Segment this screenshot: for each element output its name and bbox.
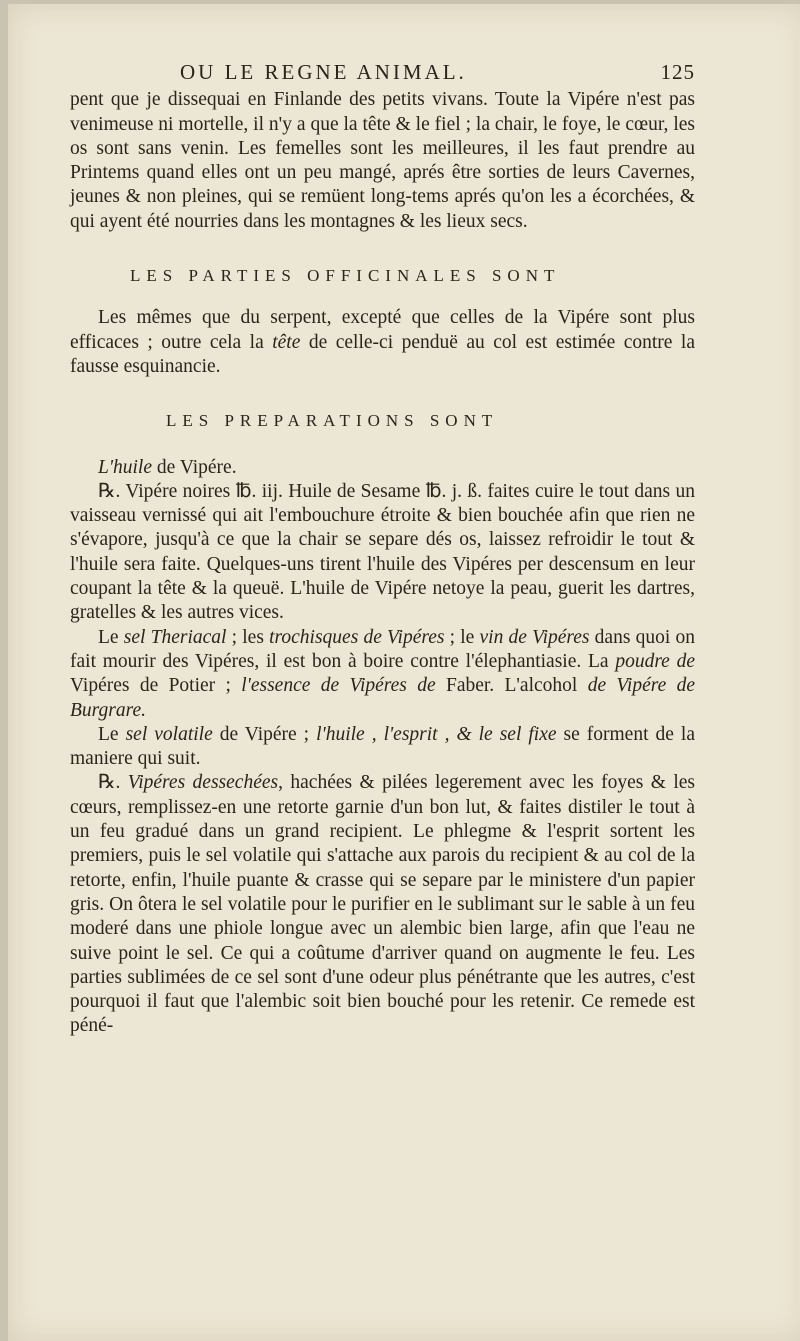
- p3-b: sel Theriacal: [123, 626, 227, 648]
- prep-list-paragraph: [70, 626, 695, 723]
- section-heading-parties: LES PARTIES OFFICINALES SONT: [130, 266, 561, 286]
- p3-h: poudre de: [615, 650, 695, 672]
- p3-f: vin de Vipéres: [479, 626, 590, 648]
- p5-c: , hachées & pilées legerement avec les foyes & les cœurs, remplissez-en une retorte garnie d'un bon lut, & faites distiler le tout à un feu gradué dans un grand recipient. Le phlegme & l'esprit sortent les premiers, puis le sel volatile qui s'attache aux parois du recipient & au col de la retorte, enfin, l'huile puante & crasse qui se separe par le ministere d'un papier gris. On ôtera le sel volatile pour le purifier en le sublimant sur le sable à un feu moderé dans une phiole longue avec un alembic bien large, afin que l'eau ne suive point le sel. Ce qui a coûtume d'arriver quand on augmente le feu. Les parties sublimées de ce sel sont d'une odeur plus pénétrante que les autres, c'est pourquoi il faut que l'alembic soit bien bouché pour les retenir. Ce remede est péné-: [70, 772, 696, 1037]
- parties-paragraph: [70, 306, 695, 379]
- p5-a: ℞.: [98, 772, 128, 794]
- p3-l: de Vipére de Burgrare.: [70, 675, 695, 721]
- prep-recipe-paragraph: ℞. Vipére noires ℔. iij. Huile de Sesame ℔. j. ß. faites cuire le tout dans un vaisseau vernissé qui ait l'embouchure étroite & bien bouchée afin que rien ne s'évapore, jusqu'à ce que la chair se separe dés os, laissez refroidir le tout & l'huile sera faite. Quelques-uns tirent l'huile des Vipéres per descensum en leur coupant la tête & la queuë. L'huile de Vipére netoye la peau, guerit les dartres, gratelles & les autres vices.: [70, 480, 695, 624]
- prep-title: [70, 456, 695, 480]
- p4-d: l'huile , l'esprit , & le sel fixe: [316, 723, 557, 745]
- book-page: [8, 4, 800, 1341]
- distillation-paragraph: [70, 771, 695, 1038]
- p4-b: sel volatile: [125, 723, 213, 745]
- p3-j: l'essence de Vipéres de: [241, 675, 436, 697]
- p3-e: ; le: [444, 626, 480, 648]
- running-title: OU LE REGNE ANIMAL.: [180, 60, 467, 84]
- p4-a: Le: [98, 723, 126, 745]
- p4-e: se forment de la maniere qui suit.: [70, 723, 695, 770]
- page-number: 125: [660, 60, 695, 84]
- intro-paragraph: pent que je dissequai en Finlande des petits vivans. Toute la Vipére n'est pas venimeuse ni mortelle, il n'y a que la tête & le fiel ; la chair, le foye, le cœur, les os sont sans venin. Les femelles sont les meilleures, il les faut prendre au Printems quand elles ont un peu mangé, aprés être sorties de leurs Cavernes, jeunes & non pleines, qui se remüent long-tems aprés qu'on les a écorchées, & qui ayent été nourries dans les montagnes & les lieux secs.: [70, 89, 695, 232]
- prep-title-b: de Vipére.: [152, 456, 237, 478]
- parties-text-b: tête: [272, 331, 301, 353]
- p3-k: Faber. L'alcohol: [435, 675, 588, 697]
- sel-volatile-paragraph: [70, 723, 695, 772]
- p3-c: ; les: [226, 626, 270, 648]
- p3-g: dans quoi on fait mourir des Vipéres, il est bon à boire contre l'élephantiasie. La: [70, 626, 695, 672]
- p4-c: de Vipére ;: [212, 723, 317, 745]
- section-heading-preparations: LES PREPARATIONS SONT: [166, 411, 499, 431]
- parties-text-a: Les mêmes que du serpent, excepté que celles de la Vipére sont plus efficaces ; outre cela la: [70, 307, 695, 353]
- page-body: [70, 60, 695, 1039]
- running-header: [70, 60, 695, 84]
- prep-title-a: L'huile: [98, 456, 153, 478]
- p3-a: Le: [98, 626, 124, 648]
- p5-b: Vipéres dessechées: [127, 772, 279, 794]
- p3-i: Vipéres de Potier ;: [70, 675, 242, 697]
- parties-text-c: de celle-ci penduë au col est estimée contre la fausse esquinancie.: [70, 331, 695, 377]
- p3-d: trochisques de Vipéres: [269, 626, 445, 648]
